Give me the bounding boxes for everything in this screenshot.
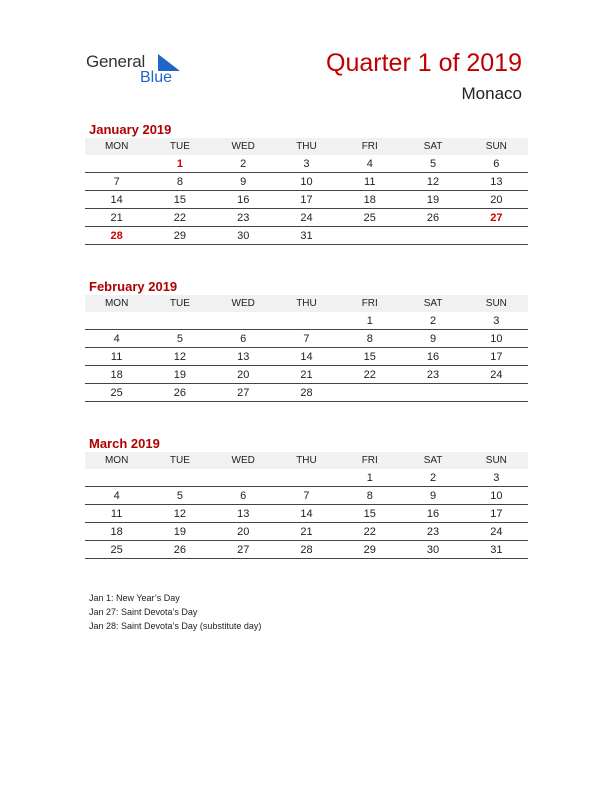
weekday-header: TUE [148,138,211,155]
day-cell: 29 [338,541,401,559]
day-cell: 11 [85,348,148,366]
month-title: March 2019 [89,436,160,451]
day-cell: 19 [148,523,211,541]
week-row [85,209,528,227]
week-row [85,173,528,191]
day-cell: 11 [85,505,148,523]
day-cell: 2 [401,312,464,330]
empty-day-cell [85,469,148,487]
day-cell: 30 [401,541,464,559]
day-cell: 12 [148,348,211,366]
weekday-header: SAT [401,452,464,469]
day-cell: 23 [212,209,275,227]
day-cell: 10 [275,173,338,191]
day-cell: 7 [85,173,148,191]
week-row [85,330,528,348]
day-cell: 27 [212,384,275,402]
day-cell: 21 [275,366,338,384]
day-cell: 16 [401,505,464,523]
day-cell: 18 [338,191,401,209]
day-cell: 26 [401,209,464,227]
day-cell: 24 [465,366,528,384]
day-cell: 9 [401,487,464,505]
week-row [85,505,528,523]
weekday-header: FRI [338,138,401,155]
generalblue-logo [86,52,196,92]
empty-day-cell [401,384,464,402]
weekday-header: SAT [401,295,464,312]
weekday-header-row [85,452,528,469]
day-cell: 6 [212,487,275,505]
day-cell: 21 [275,523,338,541]
week-row [85,487,528,505]
day-cell: 5 [401,155,464,173]
empty-day-cell [275,469,338,487]
holiday-note: Jan 27: Saint Devota’s Day [89,607,198,617]
day-cell: 11 [338,173,401,191]
day-cell: 22 [148,209,211,227]
month-february [85,278,528,402]
day-cell: 2 [401,469,464,487]
day-cell: 13 [212,348,275,366]
day-cell: 6 [212,330,275,348]
day-cell: 15 [148,191,211,209]
calendar-table [85,452,528,559]
week-row [85,155,528,173]
day-cell: 19 [148,366,211,384]
weekday-header: THU [275,295,338,312]
weekday-header: FRI [338,295,401,312]
weekday-header: SAT [401,138,464,155]
empty-day-cell [212,312,275,330]
empty-day-cell [148,469,211,487]
day-cell: 25 [338,209,401,227]
day-cell: 5 [148,330,211,348]
logo-blue-text: Blue [140,69,173,86]
day-cell: 2 [212,155,275,173]
day-cell: 21 [85,209,148,227]
day-cell: 26 [148,384,211,402]
day-cell: 9 [212,173,275,191]
day-cell: 27 [212,541,275,559]
day-cell: 24 [465,523,528,541]
calendar-table [85,295,528,402]
week-row [85,366,528,384]
weekday-header-row [85,138,528,155]
day-cell: 1 [338,469,401,487]
day-cell: 16 [212,191,275,209]
holiday-notes [89,591,261,633]
day-cell: 22 [338,523,401,541]
weekday-header: THU [275,452,338,469]
day-cell: 28 [275,384,338,402]
day-cell: 16 [401,348,464,366]
day-cell: 1 [338,312,401,330]
day-cell: 31 [465,541,528,559]
day-cell: 3 [275,155,338,173]
weekday-header: WED [212,452,275,469]
day-cell: 28 [85,227,148,245]
weekday-header: MON [85,452,148,469]
day-cell: 23 [401,366,464,384]
day-cell: 22 [338,366,401,384]
day-cell: 20 [212,523,275,541]
day-cell: 19 [401,191,464,209]
month-january [85,121,528,245]
day-cell: 14 [275,348,338,366]
logo-general-text: General [86,52,146,71]
weekday-header: TUE [148,295,211,312]
week-row [85,191,528,209]
day-cell: 1 [148,155,211,173]
day-cell: 7 [275,330,338,348]
week-row [85,469,528,487]
country-name: Monaco [461,84,522,103]
week-row [85,384,528,402]
weekday-header: FRI [338,452,401,469]
day-cell: 15 [338,348,401,366]
day-cell: 13 [465,173,528,191]
day-cell: 6 [465,155,528,173]
day-cell: 10 [465,330,528,348]
month-title: January 2019 [89,122,172,137]
weekday-header-row [85,295,528,312]
day-cell: 8 [338,487,401,505]
empty-day-cell [338,384,401,402]
day-cell: 7 [275,487,338,505]
day-cell: 4 [85,330,148,348]
weekday-header: WED [212,295,275,312]
day-cell: 20 [465,191,528,209]
holiday-note: Jan 1: New Year’s Day [89,593,180,603]
day-cell: 20 [212,366,275,384]
weekday-header: THU [275,138,338,155]
month-march [85,435,528,559]
day-cell: 12 [401,173,464,191]
empty-day-cell [212,469,275,487]
day-cell: 8 [148,173,211,191]
day-cell: 29 [148,227,211,245]
day-cell: 17 [275,191,338,209]
empty-day-cell [148,312,211,330]
week-row [85,312,528,330]
week-row [85,348,528,366]
page-title: Quarter 1 of 2019 [326,49,522,77]
holiday-note: Jan 28: Saint Devota’s Day (substitute day) [89,621,262,631]
day-cell: 4 [85,487,148,505]
weekday-header: MON [85,295,148,312]
empty-day-cell [465,227,528,245]
day-cell: 28 [275,541,338,559]
day-cell: 5 [148,487,211,505]
day-cell: 27 [465,209,528,227]
empty-day-cell [85,312,148,330]
month-title: February 2019 [89,279,178,294]
day-cell: 18 [85,366,148,384]
day-cell: 18 [85,523,148,541]
day-cell: 15 [338,505,401,523]
day-cell: 14 [275,505,338,523]
day-cell: 25 [85,541,148,559]
day-cell: 30 [212,227,275,245]
empty-day-cell [338,227,401,245]
weekday-header: SUN [465,295,528,312]
day-cell: 3 [465,469,528,487]
empty-day-cell [465,384,528,402]
day-cell: 23 [401,523,464,541]
day-cell: 9 [401,330,464,348]
day-cell: 17 [465,505,528,523]
day-cell: 31 [275,227,338,245]
day-cell: 25 [85,384,148,402]
day-cell: 4 [338,155,401,173]
week-row [85,227,528,245]
empty-day-cell [401,227,464,245]
weekday-header: SUN [465,138,528,155]
day-cell: 24 [275,209,338,227]
day-cell: 10 [465,487,528,505]
day-cell: 12 [148,505,211,523]
day-cell: 13 [212,505,275,523]
weekday-header: SUN [465,452,528,469]
week-row [85,541,528,559]
day-cell: 3 [465,312,528,330]
calendar-table [85,138,528,245]
week-row [85,523,528,541]
day-cell: 14 [85,191,148,209]
empty-day-cell [85,155,148,173]
day-cell: 17 [465,348,528,366]
weekday-header: MON [85,138,148,155]
empty-day-cell [275,312,338,330]
weekday-header: WED [212,138,275,155]
day-cell: 8 [338,330,401,348]
weekday-header: TUE [148,452,211,469]
day-cell: 26 [148,541,211,559]
